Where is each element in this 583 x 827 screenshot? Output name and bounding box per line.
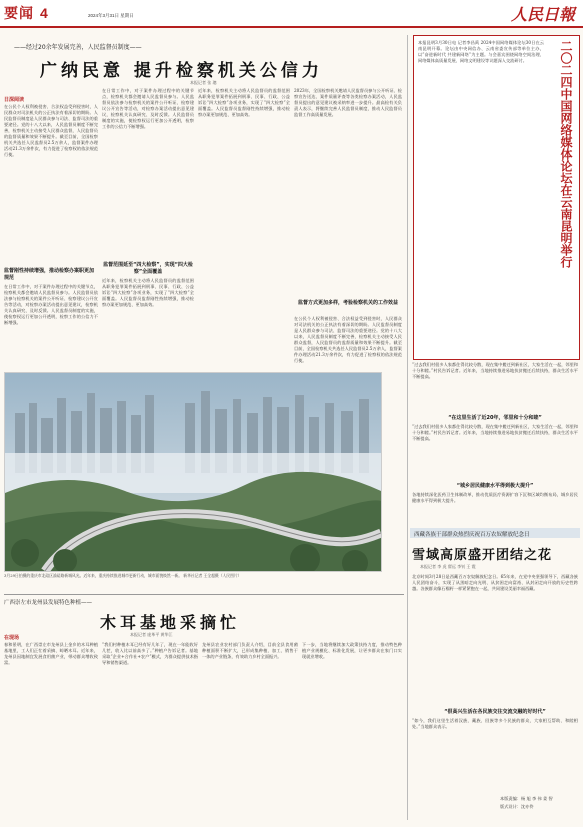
top-story-column-1: 在公民个人权利被侵害、合法权益受到侵害时，人民群众对司法机关的公正执法有着深切的期盼。人民监督员制度是人民群众参与司法、监督司法的重要途径。党的十八大以来，人民监督员制度不断完善，检察机关主动接受人民群众监督，人民监督员的监督质量和效果不断提升。截至目前，全国检察机关共选任人民监督员2.5万余人，监督案件办理活动21.3万余件次，有力促进了检察权的依法规范行使。 — [4, 104, 98, 157]
editor-credit: 本版责编：杨 旭 李 伟 姜 智 — [500, 796, 553, 801]
right-subhead-1: “在这里生活了近20年，邻里和十分和睦” — [448, 415, 542, 421]
top-story-column-2: 在日常工作中，对于案件办理过程中的关键节点，检察机关都会邀请人民监督员参与。人民监督员依法参与检察机关的案件公开听证、检察建议公开宣告等活动，对检察办案活动提出意见建议，检察机关认真研究、及时反馈。人民监督员制度的实施，使检察权运行更加公开透明，检察工作的公信力不断增强。 — [102, 88, 194, 129]
bottom-story-headline: 木耳基地采摘忙 — [100, 613, 241, 632]
xizang-subhead: “很高兴生活在各民族交往交流交融的好时代” — [444, 709, 546, 715]
top-story-subhead-2: 监督范围延至“四大检察”，实现“四大检察”全面覆盖 — [103, 262, 193, 275]
forum-vertical-headline: 二〇二四中国网络媒体论坛在云南昆明举行 — [559, 40, 573, 268]
top-story-badge: 日深阅读 — [4, 97, 25, 103]
bottom-story-byline: 本报记者 庞革平 黄华江 — [130, 632, 173, 637]
xizang-kicker: 西藏各族干部群众热烈庆祝百万农奴解放纪念日 — [414, 532, 530, 538]
bottom-story-divider — [4, 594, 404, 595]
bottom-story-badge: 在现场 — [4, 635, 20, 641]
top-story-byline: 本报记者 张 璁 — [190, 80, 217, 85]
bottom-story-column-2: “我们村种植木耳已经有好几年了，现在一年能收好几茬，收入比以前高多了。”种植户告诉记者。基地采取“企业+合作社+农户”模式，为群众提供技术指导和销售渠道。 — [102, 642, 198, 665]
xizang-body-2: “如今，我们这里生活着汉族、藏族、回族等多个民族的群众，大家相互帮助、和睦相处。”当地群众表示。 — [412, 718, 578, 729]
top-story-column-4b: 在公民个人权利被侵害、合法权益受到侵害时，人民群众对司法机关的公正执法有着深切的期盼。人民监督员制度是人民群众参与司法、监督司法的重要途径。党的十八大以来，人民监督员制度不断完善，检察机关主动接受人民群众监督，人民监督员的监督质量和效果不断提升。截至目前，全国检察机关共选任人民监督员2.5万余人，监督案件办理活动21.3万余件次，有力促进了检察权的依法规范行使。 — [294, 316, 402, 363]
top-story-column-4: 2023年，全国检察机关邀请人民监督员参与公开听证、检察宣告送达、案件质量评查等各类检察办案活动，人民监督员提出的意见建议被采纳率进一步提升。最高检有关负责人表示，将继续完善人民监督员制度，推动人民监督员监督工作高质量发展。 — [294, 88, 402, 117]
xizang-byline: 本报记者 李 虎 翟远 李钊 王 霞 — [420, 564, 476, 569]
top-story-headline: 广纳民意 提升检察机关公信力 — [40, 61, 323, 81]
right-subhead-2: “城乡居民健康水平得到极大提升” — [456, 483, 534, 489]
city-landscape-photo — [4, 372, 382, 572]
layout-credit: 版式设计：沈亦伶 — [500, 804, 534, 809]
forum-news-body: 本报昆明3月30日电 记者李昌禹 2024中国网络媒体论坛30日在云南昆明开幕。论坛由中央网信办、云南省委宣传部等单位主办，以“奋进新时代 共建新网络”为主题。与会嘉宾围绕网络空间治理、网络媒体高质量发展、网络文明建设等议题深入交流研讨。 — [418, 40, 544, 63]
top-story-column-2b: 近年来，检察机关主动将人民监督员的监督范围从职务犯罪案件拓展到刑事、民事、行政、公益诉讼“四大检察”各项业务，实现了“四大检察”全面覆盖。人民监督员监督刚性持续增强，推动检察办案更加规范、更加高效。 — [102, 278, 194, 307]
column-divider — [407, 35, 408, 820]
photo-caption: 3月29日拍摄的重庆市北碚区渝碚路新城风光。近年来，重庆持续推进城市更新行动，城市面貌焕然一新。 新华社记者 王全超摄（人民图片） — [4, 573, 242, 578]
right-column-text-1: “过去我们村很多人家都住得比较分散，现在集中搬迁到新社区，大家生活在一起，邻里和十分和睦。”村民告诉记者。近年来，当地持续推进易地扶贫搬迁后续扶持，群众生活水平不断提高。 — [412, 362, 578, 379]
bottom-story-column-1: 春和景明，在广西崇左市龙州县上金乡的木耳种植基地里，工人们正忙着采摘、晾晒木耳。近年来，龙州县因地制宜发展食用菌产业，带动群众增收致富。 — [4, 642, 98, 665]
bottom-story-column-3: 龙州县农业农村部门负责人介绍，目前全县食用菌种植面积不断扩大，已形成集种植、加工、销售于一体的产业链条，有效助力乡村全面振兴。 — [202, 642, 298, 659]
section-name — [4, 3, 49, 23]
xizang-headline: 雪域高原盛开团结之花 — [412, 548, 553, 563]
issue-date: 2024年3月31日 星期日 — [88, 13, 134, 18]
top-story-column-3: 近年来，检察机关主动将人民监督员的监督范围从职务犯罪案件拓展到刑事、民事、行政、公益诉讼“四大检察”各项业务，实现了“四大检察”全面覆盖。人民监督员监督刚性持续增强，推动检察办案更加规范、更加高效。 — [198, 88, 290, 117]
top-story-subhead-3: 监督方式更加多样，考验检察机关的工作效益 — [297, 300, 398, 306]
right-column-text-2: “过去我们村很多人家都住得比较分散，现在集中搬迁到新社区，大家生活在一起，邻里和十分和睦。”村民告诉记者。近年来，当地持续推进易地扶贫搬迁后续扶持，群众生活水平不断提高。 — [412, 424, 578, 441]
top-story-subhead-1: 监督刚性持续增强，推动检察办案职更加规范 — [4, 268, 95, 281]
xizang-body: 北京时间3月28日是西藏百万农奴解放纪念日。65年来，在党中央坚强领导下，西藏各族人民团结奋斗，实现了从黑暗走向光明、从贫困走向富裕、从封闭走向开放的历史性跨越。各族群众像石榴籽一样紧紧抱在一起，共同建设美丽幸福西藏。 — [412, 574, 578, 591]
newspaper-logo: 人民日報 — [510, 5, 575, 24]
top-story-column-1b: 在日常工作中，对于案件办理过程中的关键节点，检察机关都会邀请人民监督员参与。人民监督员依法参与检察机关的案件公开听证、检察建议公开宣告等活动，对检察办案活动提出意见建议，检察机关认真研究、及时反馈。人民监督员制度的实施，使检察权运行更加公开透明，检察工作的公信力不断增强。 — [4, 284, 98, 325]
bottom-story-column-4: 下一步，当地将继续加大政策扶持力度，推动特色种植产业规模化、标准化发展，让更多群众在家门口实现就业增收。 — [302, 642, 402, 659]
page-number: 4 — [40, 5, 49, 21]
right-column-text-3: 各地持续深化医药卫生体制改革，推动优质医疗资源扩容下沉和区域均衡布局，城乡居民健康水平得到极大提升。 — [412, 492, 578, 503]
section-title: 要闻 — [4, 5, 34, 21]
top-story-kicker: ——经过20余年发展完善，人民监督员制度—— — [14, 44, 142, 51]
bottom-story-kicker: 广西崇左市龙州县发展特色种植—— — [4, 600, 93, 606]
